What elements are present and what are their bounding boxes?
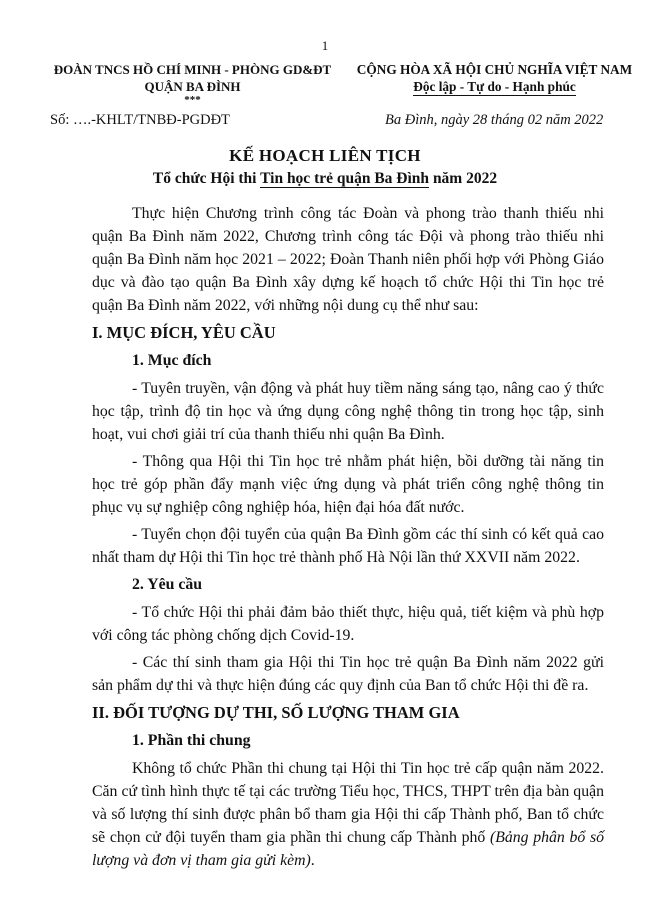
org-stars: ***	[184, 94, 201, 106]
national-motto: Độc lập - Tự do - Hạnh phúc	[413, 79, 576, 94]
purpose-item: - Tuyển chọn đội tuyển của quận Ba Đình gồm các thí sinh có kết quả cao nhất tham dự Hội thi Tin học trẻ thành phố Hà Nội lần thứ XXVII năm 2022.	[92, 526, 604, 566]
document-date: Ba Đình, ngày 28 tháng 02 năm 2022	[385, 112, 604, 128]
purpose-item: - Tuyên truyền, vận động và phát huy tiềm năng sáng tạo, nâng cao ý thức học tập, trình độ tin học và ứng dụng công nghệ thông tin trong học tập, sinh hoạt, vui chơi giải trí của thanh thiếu nhi quận Ba Đình.	[92, 380, 604, 443]
org-name-line1: ĐOÀN TNCS HỒ CHÍ MINH - PHÒNG GD&ĐT	[53, 62, 332, 77]
intro-paragraph: Thực hiện Chương trình công tác Đoàn và phong trào thanh thiếu nhi quận Ba Đình năm 2022, Chương trình công tác Đội và phong trào thiếu nhi quận Ba Đình năm học 2021 – 2022; Đoàn Thanh niên phối hợp với Phòng Giáo dục và đào tạo quận Ba Đình xây dựng kế hoạch tổ chức Hội thi Tin học trẻ quận Ba Đình năm 2022, với những nội dung cụ thể như sau:	[92, 205, 604, 314]
nation-name: CỘNG HÒA XÃ HỘI CHỦ NGHĨA VIỆT NAM	[356, 62, 633, 77]
requirement-item: - Các thí sinh tham gia Hội thi Tin học trẻ quận Ba Đình năm 2022 gửi sản phẩm dự thi và thực hiện đúng các quy định của Ban tổ chức Hội thi đề ra.	[92, 654, 604, 694]
page-number: 1	[321, 38, 329, 53]
issuing-organization	[50, 61, 335, 106]
document-title: KẾ HOẠCH LIÊN TỊCH	[229, 146, 421, 165]
document-body	[92, 202, 604, 876]
document-subtitle: Tổ chức Hội thi Tin học trẻ quận Ba Đình năm 2022	[152, 170, 498, 187]
national-header	[352, 61, 637, 95]
section-1-heading: I. MỤC ĐÍCH, YÊU CẦU	[92, 323, 276, 342]
section-1-2-heading: 2. Yêu cầu	[132, 576, 203, 593]
subtitle-underlined: Tin học trẻ quận Ba Đình	[260, 170, 430, 187]
document-number: Số: ….-KHLT/TNBĐ-PGDĐT	[50, 112, 230, 128]
section-2-1-heading: 1. Phần thi chung	[132, 732, 251, 749]
attachment-note: (Bảng phân bổ số lượng và đơn vị tham gia gửi kèm)	[92, 829, 604, 869]
section-1-1-heading: 1. Mục đích	[132, 352, 212, 369]
general-round-paragraph: Không tổ chức Phần thi chung tại Hội thi Tin học trẻ cấp quận năm 2022. Căn cứ tình hình thực tế tại các trường Tiểu học, THCS, THPT trên địa bàn quận và số lượng thí sinh được phân bổ tham gia Hội thi cấp Thành phố, Ban tổ chức sẽ chọn cử đội tuyển tham gia phần thi chung cấp Thành phố (Bảng phân bổ số lượng và đơn vị tham gia gửi kèm).	[92, 760, 604, 869]
org-name-line2: QUẬN BA ĐÌNH	[144, 79, 241, 94]
purpose-item: - Thông qua Hội thi Tin học trẻ nhằm phát hiện, bồi dưỡng tài năng tin học trẻ góp phần đẩy mạnh việc ứng dụng và phát triển công nghệ thông tin phục vụ sự nghiệp công nghiệp hóa, hiện đại hóa đất nước.	[92, 453, 604, 516]
section-2-heading: II. ĐỐI TƯỢNG DỰ THI, SỐ LƯỢNG THAM GIA	[92, 703, 460, 722]
requirement-item: - Tổ chức Hội thi phải đảm bảo thiết thực, hiệu quả, tiết kiệm và phù hợp với công tác phòng chống dịch Covid-19.	[92, 604, 604, 644]
